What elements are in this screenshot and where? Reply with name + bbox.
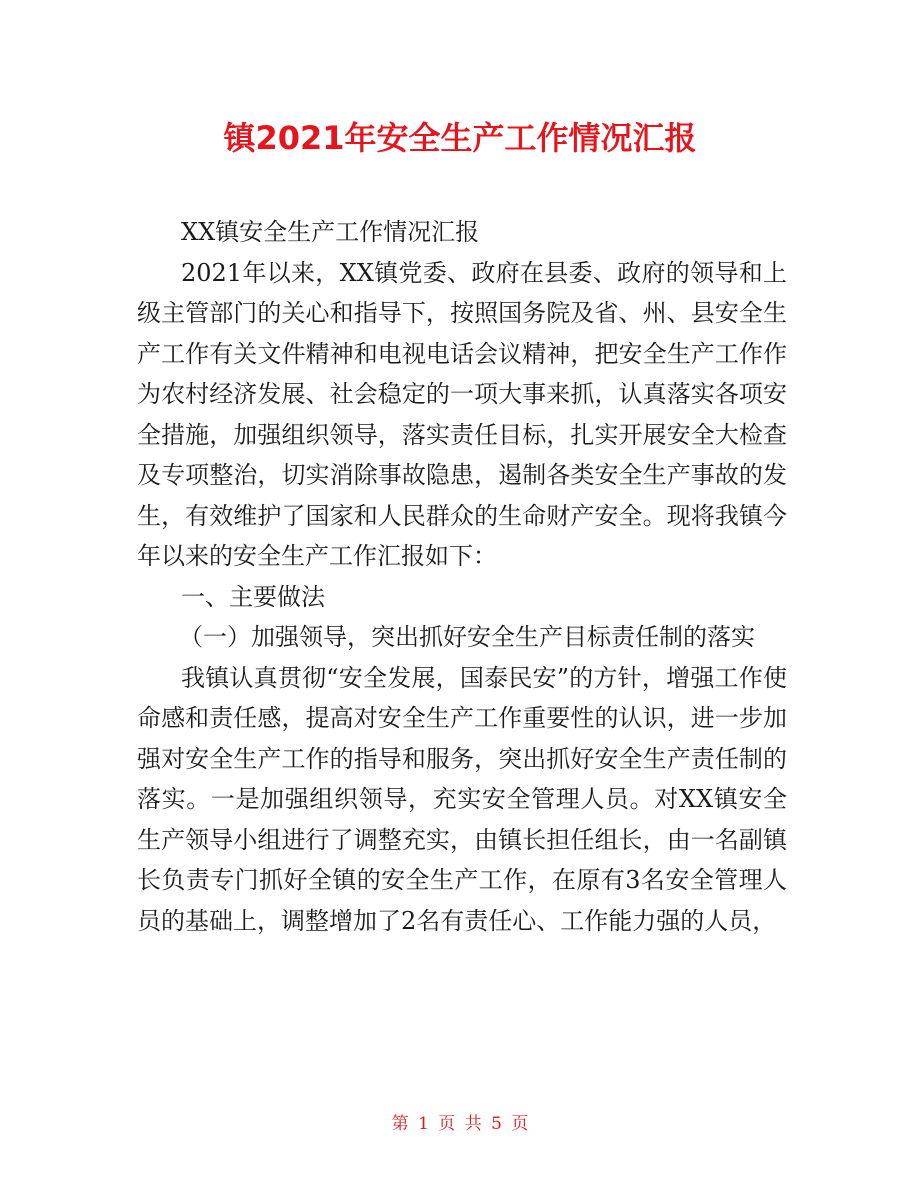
- document-title: 镇2021年安全生产工作情况汇报: [223, 119, 697, 157]
- paragraph-body: 我镇认真贯彻“安全发展，国泰民安”的方针，增强工作使命感和责任感，提高对安全生产工作重要性的认识，进一步加强对安全生产工作的指导和服务，突出抓好安全生产责任制的落实。一是加强组织领导，充实安全管理人员。对XX镇安全生产领导小组进行了调整充实，由镇长担任组长，由一名副镇长负责专门抓好全镇的安全生产工作，在原有3名安全管理人员的基础上，调整增加了2名有责任心、工作能力强的人员，: [137, 663, 787, 935]
- paragraph-subtitle: XX镇安全生产工作情况汇报: [181, 218, 480, 246]
- subsection-heading: （一）加强领导，突出抓好安全生产目标责任制的落实: [179, 623, 755, 651]
- document-body: [137, 212, 787, 941]
- paragraph-intro: 2021年以来，XX镇党委、政府在县委、政府的领导和上级主管部门的关心和指导下，按照国务院及省、州、县安全生产工作有关文件精神和电视电话会议精神，把安全生产工作作为农村经济发展、社会稳定的一项大事来抓，认真落实各项安全措施，加强组织领导，落实责任目标，扎实开展安全大检查及专项整治，切实消除事故隐患，遏制各类安全生产事故的发生，有效维护了国家和人民群众的生命财产安全。现将我镇今年以来的安全生产工作汇报如下：: [137, 258, 787, 570]
- section-heading: 一、主要做法: [181, 582, 325, 611]
- page-number-footer: 第 1 页 共 5 页: [391, 1114, 529, 1134]
